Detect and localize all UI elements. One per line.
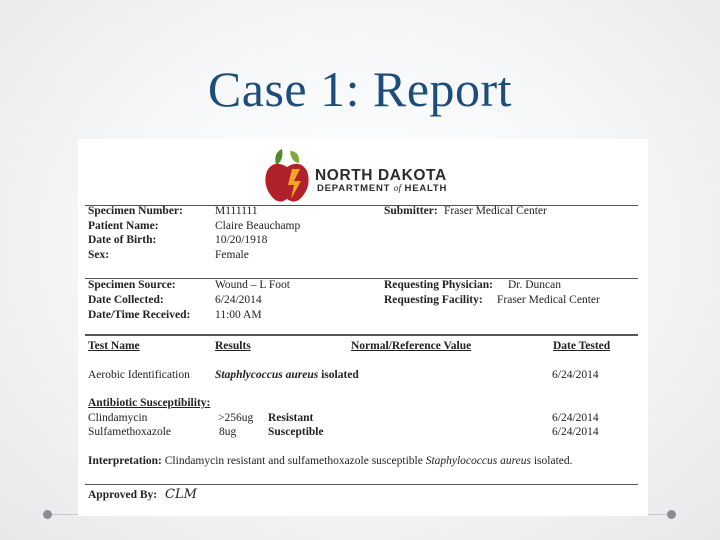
lab-report-image: [78, 139, 648, 516]
submitter-label: Submitter:: [384, 205, 438, 217]
dob-label: Date of Birth:: [88, 234, 157, 246]
submitter-value: Fraser Medical Center: [444, 205, 547, 217]
test-name-aerobic: Aerobic Identification: [88, 369, 190, 381]
date-received-label: Date/Time Received:: [88, 309, 191, 321]
specimen-source-value: Wound – L Foot: [215, 279, 290, 291]
dob-value: 10/20/1918: [215, 234, 268, 246]
divider-line-left: [52, 514, 78, 515]
col-normal-value: Normal/Reference Value: [351, 340, 472, 352]
approved-by-label: Approved By:: [88, 489, 158, 501]
patient-name-value: Claire Beauchamp: [215, 220, 301, 232]
result-aerobic: Staphlycoccus aureus isolated: [215, 369, 359, 381]
specimen-number-label: Specimen Number:: [88, 205, 183, 217]
antibiotic-date: 6/24/2014: [552, 412, 599, 424]
requesting-facility-value: Fraser Medical Center: [497, 294, 600, 306]
antibiotic-name: Clindamycin: [88, 412, 148, 424]
org-department: DEPARTMENT of HEALTH: [317, 183, 448, 194]
antibiotic-mic: 8ug: [219, 426, 237, 438]
bullet-dot-right: [667, 510, 676, 519]
divider: [85, 334, 638, 336]
bullet-dot-left: [43, 510, 52, 519]
requesting-physician-value: Dr. Duncan: [508, 279, 562, 291]
date-aerobic: 6/24/2014: [552, 369, 599, 381]
patient-name-label: Patient Name:: [88, 220, 159, 232]
date-collected-label: Date Collected:: [88, 294, 164, 306]
antibiotic-result: Susceptible: [268, 426, 324, 438]
interpretation: Interpretation: Clindamycin resistant and sulfamethoxazole susceptible Staphylococcus aureus isolated.: [88, 455, 573, 467]
date-collected-value: 6/24/2014: [215, 294, 262, 306]
divider-line-right: [648, 514, 667, 515]
date-received-value: 11:00 AM: [215, 309, 262, 321]
org-name: NORTH DAKOTA: [315, 167, 447, 184]
slide-title: Case 1: Report: [207, 61, 513, 117]
sex-value: Female: [215, 249, 249, 261]
susceptibility-title: Antibiotic Susceptibility:: [88, 397, 211, 409]
specimen-number-value: M111111: [215, 205, 258, 217]
col-date-tested: Date Tested: [553, 340, 611, 352]
specimen-source-label: Specimen Source:: [88, 279, 176, 291]
requesting-physician-label: Requesting Physician:: [384, 279, 493, 291]
sex-label: Sex:: [88, 249, 110, 261]
antibiotic-result: Resistant: [268, 412, 314, 424]
col-results: Results: [215, 340, 251, 352]
col-test-name: Test Name: [88, 340, 140, 352]
approver-signature: CLM: [165, 487, 197, 502]
antibiotic-mic: >256ug: [218, 412, 254, 424]
divider: [85, 484, 638, 485]
requesting-facility-label: Requesting Facility:: [384, 294, 483, 306]
antibiotic-date: 6/24/2014: [552, 426, 599, 438]
apple-logo-icon: [264, 147, 310, 205]
antibiotic-name: Sulfamethoxazole: [88, 426, 172, 438]
